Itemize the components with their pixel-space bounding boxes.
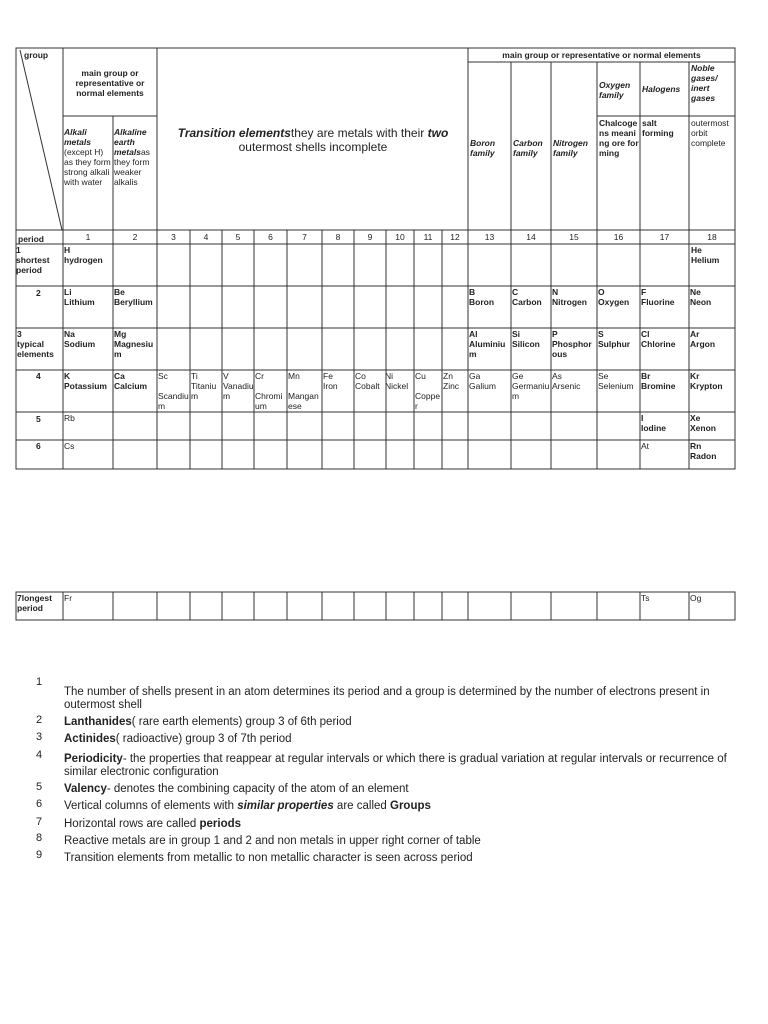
note-text [64,716,744,729]
group-number: 12 [450,232,460,242]
note-emphasis: similar properties [237,800,334,812]
element-cell: Cr Chromium [255,371,283,411]
element-cell: B Boron [469,287,495,307]
note-number: 3 [36,731,43,743]
alkali-desc: (except H) as they form strong alkali with water [64,147,111,187]
period-label-7: 7longest period [17,593,52,613]
note-number: 9 [36,849,43,861]
transition-desc-a: they are metals with their [290,126,428,140]
element-cell: P Phosphorous [552,329,592,359]
note-term: Valency [64,783,107,795]
element-cell: Ni Nickel [385,371,409,391]
note-term: Periodicity [64,753,123,765]
element-cell: Ar Argon [690,329,716,349]
main-group-left-label: main group or representative or normal elements [75,68,145,98]
group-number: 15 [569,232,579,242]
period-label-2: 2 [36,288,41,298]
element-cell: K Potassium [64,371,107,391]
element-cell: O Oxygen [598,287,630,307]
note-body: - the properties that reappear at regular intervals or which there is gradual variation at regular intervals or recurrence of similar electronic configuration [64,753,727,778]
group-number: 9 [367,232,373,242]
alkaline-title: Alkaline earth metals [114,127,147,157]
note-body: Horizontal rows are called [64,818,200,830]
note-term: Lanthanides [64,716,132,728]
element-cell: C Carbon [512,287,542,307]
element-cell: Rn Radon [690,441,717,461]
element-cell: Ti Titanium [191,371,217,401]
note-body: - denotes the combining capacity of the atom of an element [106,783,409,795]
note-number: 8 [36,832,43,844]
element-cell: Se Selenium [598,371,634,391]
period-label: period [18,234,44,244]
transition-two: two [427,126,449,140]
note-number: 4 [36,749,43,761]
element-cell: I Iodine [641,413,667,433]
element-cell: Og [690,593,702,603]
element-cell: Ge Germanium [512,371,550,401]
alkaline-header [114,117,157,187]
period-label-4: 4 [36,371,41,381]
element-cell: Fr [64,593,73,603]
alkaline-desc: as they form weaker alkalis [114,147,150,187]
alkali-title: Alkali metals [64,127,91,147]
note-body: ( radioactive) group 3 of 7th period [115,733,292,745]
note-body: are called [333,800,390,812]
element-cell: Ca Calcium [114,371,148,391]
element-cell: Rb [64,413,75,423]
element-cell: Mn Manganese [288,371,319,411]
note-number: 7 [36,816,43,828]
group-number: 3 [171,232,176,242]
salt-forming-header: salt forming [642,118,674,138]
element-cell: Be Beryllium [114,287,153,307]
element-cell: As Arsenic [552,371,581,391]
element-cell: Na Sodium [64,329,96,349]
note-number: 2 [36,714,43,726]
period-label-3: 3 typical elements [17,329,54,359]
noble-gases-header: Noble gases/ inert gases [691,63,718,103]
oxygen-family-header: Oxygen family [599,80,631,100]
group-number: 2 [132,232,138,242]
element-cell: S Sulphur [598,329,631,349]
group-number: 14 [526,232,536,242]
period-label-5: 5 [36,414,41,424]
element-cell: Co Cobalt [355,371,380,391]
note-term: periods [199,818,242,830]
group-number: 4 [203,232,209,242]
note-text [64,783,744,796]
element-cell: Ga Galium [469,371,496,391]
main-group-right-label: main group or representative or normal elements [502,50,701,60]
element-cell: Fe Iron [323,371,338,391]
element-cell: Cs [64,441,75,451]
note-body: Vertical columns of elements with [64,800,238,812]
note-body: ( rare earth elements) group 3 of 6th period [131,716,352,728]
note-number: 1 [36,676,43,688]
group-number: 8 [335,232,341,242]
element-cell: Ts [641,593,650,603]
element-cell: Cu Copper [415,371,441,411]
element-cell: N Nitrogen [552,287,587,307]
note-text [64,818,744,831]
note-text: Transition elements from metallic to non metallic character is seen across period [64,852,473,864]
element-cell: Mg Magnesium [114,329,154,359]
element-cell: Ne Neon [690,287,712,307]
element-cell: Br Bromine [641,371,676,391]
element-cell: Li Lithium [64,287,95,307]
nitrogen-family-header: Nitrogen family [553,138,588,158]
period-label-6: 6 [36,441,41,451]
note-number: 5 [36,781,43,793]
chalcogens-header: Chalcogens meaning ore forming [599,118,639,158]
group-number: 5 [235,232,241,242]
element-cell: H hydrogen [64,245,103,265]
element-cell: He Helium [691,245,720,265]
element-cell: Al Aluminium [469,329,506,359]
element-cell: Kr Krypton [690,371,723,391]
element-cell: At [641,441,650,451]
outermost-header: outermost orbit complete [691,118,729,148]
group-number: 13 [484,232,495,242]
group-label: group [24,50,49,60]
element-cell: V Vanadium [223,371,254,401]
element-cell: Zn Zinc [443,371,460,391]
carbon-family-header: Carbon family [513,138,543,158]
boron-family-header: Boron family [470,138,496,158]
group-number: 6 [268,232,273,242]
element-cell: Xe Xenon [690,413,716,433]
note-text [64,733,744,746]
halogens-header: Halogens [642,84,681,94]
group-number: 17 [659,232,670,242]
transition-desc-b: outermost shells incomplete [238,140,388,154]
note-term: Groups [390,800,431,812]
element-cell: Sc Scandium [158,371,189,411]
note-text: Reactive metals are in group 1 and 2 and non metals in upper right corner of table [64,835,481,847]
transition-header [162,126,464,154]
transition-title: Transition elements [177,126,291,140]
note-text [64,753,744,779]
element-cell: Cl Chlorine [641,329,676,349]
element-cell: F Fluorine [641,287,675,307]
note-term: Actinides [64,733,116,745]
element-cell: Si Silicon [512,329,540,349]
group-number: 18 [707,232,717,242]
group-number: 11 [423,232,433,242]
group-number: 16 [613,232,624,242]
note-text: The number of shells present in an atom determines its period and a group is determined by the number of electrons present in outermost shell [64,686,710,711]
group-number: 1 [85,232,91,242]
group-number: 10 [395,232,405,242]
note-text [64,800,744,813]
group-number: 7 [302,232,307,242]
note-number: 6 [36,798,43,810]
alkali-header [64,117,112,187]
period-label-1: 1 shortest period [16,245,50,275]
